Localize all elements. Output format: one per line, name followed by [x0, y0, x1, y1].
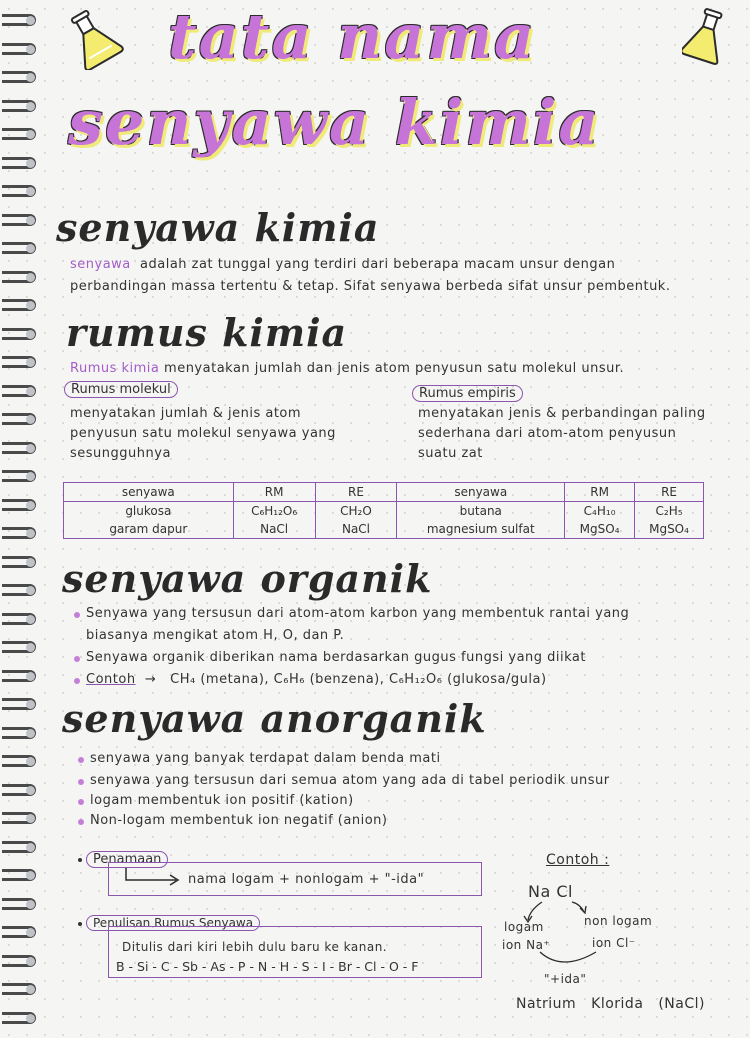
punch-hole	[26, 558, 35, 567]
punch-hole	[26, 729, 35, 738]
punch-hole	[26, 843, 35, 852]
punch-hole	[26, 187, 35, 196]
heading-senyawa-anorganik: senyawa anorganik	[62, 696, 487, 741]
nonlogam-label: non logam	[584, 914, 653, 928]
rumus-molekul-desc	[70, 404, 336, 464]
table-header-row	[64, 483, 704, 502]
table-header: senyawa	[397, 483, 565, 502]
punch-hole	[26, 244, 35, 253]
rumus-molekul-line: sesungguhnya	[70, 446, 171, 461]
punch-hole	[26, 216, 35, 225]
bullet-dot	[78, 779, 84, 785]
penulisan-text: Penulisan Rumus Senyawa	[86, 915, 260, 931]
punch-hole	[26, 700, 35, 709]
table-cell: magnesium sulfat	[397, 520, 565, 539]
arrow-right-icon	[124, 866, 184, 888]
punch-hole	[26, 102, 35, 111]
rumus-molekul-line: menyatakan jumlah & jenis atom	[70, 406, 302, 421]
anorganik-bullet-2: senyawa yang tersusun dari semua atom yang ada di tabel periodik unsur	[90, 773, 610, 788]
punch-hole	[26, 643, 35, 652]
bullet-dot	[78, 757, 84, 763]
organik-bullet-2: Senyawa organik diberikan nama berdasarkan gugus fungsi yang diikat	[86, 650, 586, 665]
bullet-dot	[78, 858, 82, 862]
punch-hole	[26, 871, 35, 880]
punch-hole	[26, 501, 35, 510]
punch-hole	[26, 757, 35, 766]
table-cell: C₆H₁₂O₆	[233, 502, 315, 521]
punch-hole	[26, 159, 35, 168]
punch-hole	[26, 529, 35, 538]
term-rumus-kimia: Rumus kimia	[70, 361, 160, 376]
arrow-right-icon: →	[140, 672, 166, 687]
rumus-intro-text: menyatakan jumlah dan jenis atom penyusun satu molekul unsur.	[164, 361, 625, 376]
formula-nacl: Na Cl	[528, 882, 573, 901]
table-cell: CH₂O	[315, 502, 397, 521]
spiral-binding	[0, 0, 44, 1038]
flask-icon-right	[682, 8, 730, 66]
punch-hole	[26, 73, 35, 82]
bullet-dot	[78, 922, 82, 926]
punch-hole	[26, 358, 35, 367]
heading-senyawa-kimia: senyawa kimia	[56, 205, 380, 250]
punch-hole	[26, 928, 35, 937]
punch-hole	[26, 814, 35, 823]
rumus-empiris-text: Rumus empiris	[412, 385, 523, 402]
bullet-dot	[74, 612, 80, 618]
punch-hole	[26, 330, 35, 339]
formula-table	[63, 482, 704, 539]
punch-hole	[26, 615, 35, 624]
table-row	[64, 520, 704, 539]
punch-hole	[26, 415, 35, 424]
table-header: RM	[565, 483, 635, 502]
ion-cl: ion Cl⁻	[592, 936, 636, 950]
rumus-molekul-line: penyusun satu molekul senyawa yang	[70, 426, 336, 441]
ida-suffix: "+ida"	[544, 972, 587, 986]
bullet-dot	[74, 656, 80, 662]
punch-hole	[26, 273, 35, 282]
table-header: RE	[315, 483, 397, 502]
heading-senyawa-organik: senyawa organik	[62, 556, 433, 601]
contoh-nacl-label: Contoh :	[546, 852, 610, 868]
punch-hole	[26, 472, 35, 481]
punch-hole	[26, 444, 35, 453]
punch-hole	[26, 957, 35, 966]
punch-hole	[26, 786, 35, 795]
table-cell: C₄H₁₀	[565, 502, 635, 521]
punch-hole	[26, 130, 35, 139]
nacl-result: Natrium Klorida (NaCl)	[516, 996, 705, 1012]
table-header: RM	[233, 483, 315, 502]
punch-hole	[26, 45, 35, 54]
contoh-text: CH₄ (metana), C₆H₆ (benzena), C₆H₁₂O₆ (glukosa/gula)	[170, 672, 547, 687]
punch-hole	[26, 301, 35, 310]
punch-hole	[26, 586, 35, 595]
anorganik-bullet-3: logam membentuk ion positif (kation)	[90, 793, 354, 808]
bullet-dot	[78, 799, 84, 805]
table-cell: MgSO₄	[635, 520, 704, 539]
rumus-empiris-line: suatu zat	[418, 446, 483, 461]
flask-icon-left	[62, 8, 124, 70]
organik-bullet-1: Senyawa yang tersusun dari atom-atom karbon yang membentuk rantai yang	[86, 606, 630, 621]
anorganik-bullet-1: senyawa yang banyak terdapat dalam benda mati	[90, 751, 441, 766]
bullet-dot	[74, 678, 80, 684]
logam-label: logam	[504, 920, 544, 934]
rumus-molekul-text: Rumus molekul	[64, 381, 178, 398]
punch-hole	[26, 900, 35, 909]
definition-line-1	[70, 257, 615, 272]
penamaan-text: Penamaan	[86, 851, 168, 868]
penamaan-rule: nama logam + nonlogam + "-ida"	[188, 872, 425, 887]
table-cell: garam dapur	[64, 520, 234, 539]
punch-hole	[26, 387, 35, 396]
table-cell: NaCl	[233, 520, 315, 539]
table-cell: glukosa	[64, 502, 234, 521]
organik-bullet-1-cont: biasanya mengikat atom H, O, dan P.	[86, 628, 345, 643]
term-senyawa: senyawa	[70, 257, 131, 272]
table-cell: butana	[397, 502, 565, 521]
rumus-empiris-desc	[418, 404, 706, 464]
rumus-empiris-line: sederhana dari atom-atom penyusun	[418, 426, 677, 441]
punch-hole	[26, 1014, 35, 1023]
definition-line-2: perbandingan massa tertentu & tetap. Sifat senyawa berbeda sifat unsur pembentuk.	[70, 279, 671, 294]
page-title-line2: senyawa kimia	[68, 86, 601, 159]
punch-hole	[26, 672, 35, 681]
rumus-empiris-line: menyatakan jenis & perbandingan paling	[418, 406, 706, 421]
punch-hole	[26, 985, 35, 994]
table-header: RE	[635, 483, 704, 502]
contoh-label: Contoh	[86, 672, 136, 687]
ion-na: ion Na⁺	[502, 938, 551, 952]
organik-example	[86, 672, 547, 687]
table-cell: NaCl	[315, 520, 397, 539]
punch-hole	[26, 16, 35, 25]
table-row	[64, 502, 704, 521]
rumus-intro	[70, 361, 624, 376]
penulisan-line-1: Ditulis dari kiri lebih dulu baru ke kanan.	[122, 940, 388, 954]
table-cell: C₂H₅	[635, 502, 704, 521]
page-title-line1: tata nama	[168, 0, 537, 73]
heading-rumus-kimia: rumus kimia	[66, 310, 348, 355]
label-rumus-molekul	[64, 378, 178, 398]
table-header: senyawa	[64, 483, 234, 502]
penulisan-order: B - Si - C - Sb - As - P - N - H - S - I - Br - Cl - O - F	[116, 959, 419, 974]
definition-text: adalah zat tunggal yang terdiri dari beberapa macam unsur dengan	[140, 257, 616, 272]
bullet-dot	[78, 819, 84, 825]
label-rumus-empiris	[412, 382, 523, 402]
table-cell: MgSO₄	[565, 520, 635, 539]
anorganik-bullet-4: Non-logam membentuk ion negatif (anion)	[90, 813, 388, 828]
